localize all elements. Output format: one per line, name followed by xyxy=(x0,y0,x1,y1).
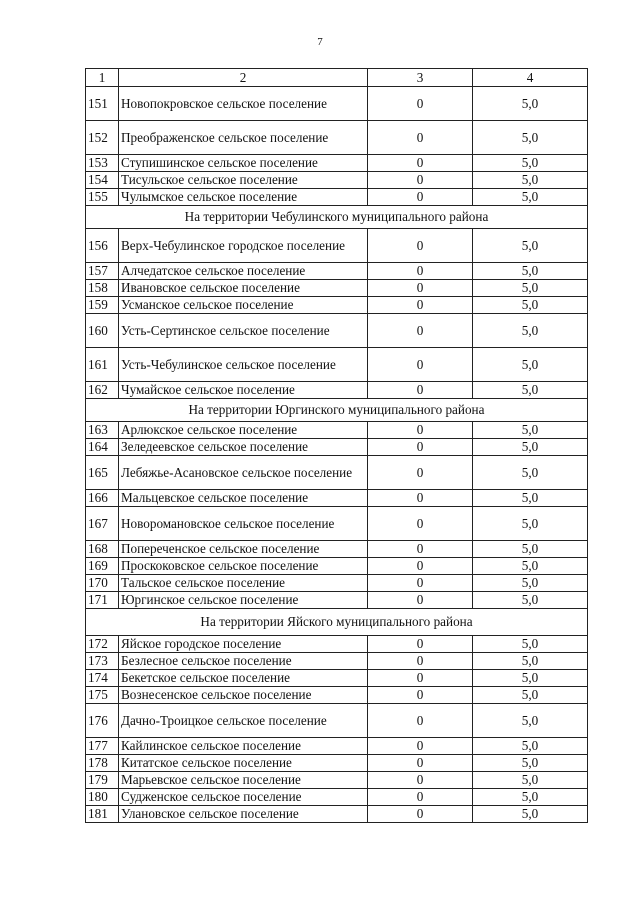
row-number: 160 xyxy=(86,314,119,348)
column-3-value: 0 xyxy=(368,155,473,172)
settlement-name: Дачно-Троицкое сельское поселение xyxy=(119,704,368,738)
table-row xyxy=(86,789,588,806)
column-3-value: 0 xyxy=(368,507,473,541)
settlement-name: Юргинское сельское поселение xyxy=(119,592,368,609)
table-row xyxy=(86,541,588,558)
section-title: На территории Юргинского муниципального района xyxy=(86,399,588,422)
column-4-value: 5,0 xyxy=(473,670,588,687)
column-4-value: 5,0 xyxy=(473,687,588,704)
column-4-value: 5,0 xyxy=(473,755,588,772)
column-3-value: 0 xyxy=(368,755,473,772)
column-4-value: 5,0 xyxy=(473,121,588,155)
table-row xyxy=(86,121,588,155)
column-4-value: 5,0 xyxy=(473,189,588,206)
table-row xyxy=(86,297,588,314)
settlement-name: Улановское сельское поселение xyxy=(119,806,368,823)
settlement-name: Новопокровское сельское поселение xyxy=(119,87,368,121)
column-3-value: 0 xyxy=(368,189,473,206)
column-3-value: 0 xyxy=(368,704,473,738)
table-row xyxy=(86,772,588,789)
column-4-value: 5,0 xyxy=(473,507,588,541)
settlement-name: Вознесенское сельское поселение xyxy=(119,687,368,704)
table-row xyxy=(86,263,588,280)
row-number: 178 xyxy=(86,755,119,772)
row-number: 158 xyxy=(86,280,119,297)
column-4-value: 5,0 xyxy=(473,314,588,348)
column-4-value: 5,0 xyxy=(473,155,588,172)
column-3-value: 0 xyxy=(368,382,473,399)
column-3-value: 0 xyxy=(368,456,473,490)
settlement-name: Ступишинское сельское поселение xyxy=(119,155,368,172)
column-4-value: 5,0 xyxy=(473,806,588,823)
table-row xyxy=(86,636,588,653)
row-number: 174 xyxy=(86,670,119,687)
section-title: На территории Яйского муниципального района xyxy=(86,609,588,636)
table-row xyxy=(86,575,588,592)
table-row xyxy=(86,280,588,297)
column-4-value: 5,0 xyxy=(473,738,588,755)
header-cell-col3: 3 xyxy=(368,69,473,87)
row-number: 156 xyxy=(86,229,119,263)
settlement-name: Судженское сельское поселение xyxy=(119,789,368,806)
table-row xyxy=(86,755,588,772)
column-3-value: 0 xyxy=(368,87,473,121)
settlement-name: Яйское городское поселение xyxy=(119,636,368,653)
settlement-name: Тальское сельское поселение xyxy=(119,575,368,592)
row-number: 171 xyxy=(86,592,119,609)
column-3-value: 0 xyxy=(368,263,473,280)
column-4-value: 5,0 xyxy=(473,229,588,263)
column-3-value: 0 xyxy=(368,422,473,439)
row-number: 151 xyxy=(86,87,119,121)
table-row xyxy=(86,653,588,670)
column-4-value: 5,0 xyxy=(473,439,588,456)
row-number: 170 xyxy=(86,575,119,592)
table-row xyxy=(86,348,588,382)
column-3-value: 0 xyxy=(368,297,473,314)
table-row xyxy=(86,172,588,189)
column-4-value: 5,0 xyxy=(473,490,588,507)
row-number: 179 xyxy=(86,772,119,789)
row-number: 168 xyxy=(86,541,119,558)
column-3-value: 0 xyxy=(368,772,473,789)
row-number: 161 xyxy=(86,348,119,382)
row-number: 175 xyxy=(86,687,119,704)
table-row xyxy=(86,422,588,439)
row-number: 177 xyxy=(86,738,119,755)
settlement-name: Лебяжье-Асановское сельское поселение xyxy=(119,456,368,490)
settlement-name: Усманское сельское поселение xyxy=(119,297,368,314)
section-header-row xyxy=(86,206,588,229)
table-row xyxy=(86,806,588,823)
column-4-value: 5,0 xyxy=(473,348,588,382)
settlement-name: Верх-Чебулинское городское поселение xyxy=(119,229,368,263)
column-3-value: 0 xyxy=(368,592,473,609)
row-number: 154 xyxy=(86,172,119,189)
table-row xyxy=(86,592,588,609)
settlement-name: Ивановское сельское поселение xyxy=(119,280,368,297)
table-row xyxy=(86,189,588,206)
row-number: 173 xyxy=(86,653,119,670)
settlement-name: Усть-Чебулинское сельское поселение xyxy=(119,348,368,382)
row-number: 167 xyxy=(86,507,119,541)
row-number: 176 xyxy=(86,704,119,738)
settlement-name: Усть-Сертинское сельское поселение xyxy=(119,314,368,348)
section-header-row xyxy=(86,609,588,636)
row-number: 166 xyxy=(86,490,119,507)
page-number: 7 xyxy=(317,36,323,48)
column-3-value: 0 xyxy=(368,653,473,670)
column-3-value: 0 xyxy=(368,541,473,558)
column-3-value: 0 xyxy=(368,636,473,653)
row-number: 172 xyxy=(86,636,119,653)
row-number: 180 xyxy=(86,789,119,806)
column-4-value: 5,0 xyxy=(473,575,588,592)
column-3-value: 0 xyxy=(368,280,473,297)
column-3-value: 0 xyxy=(368,806,473,823)
column-4-value: 5,0 xyxy=(473,772,588,789)
row-number: 157 xyxy=(86,263,119,280)
header-cell-name: 2 xyxy=(119,69,368,87)
column-3-value: 0 xyxy=(368,738,473,755)
settlement-name: Чумайское сельское поселение xyxy=(119,382,368,399)
column-3-value: 0 xyxy=(368,348,473,382)
table-header-row xyxy=(86,69,588,87)
table-row xyxy=(86,314,588,348)
table-row xyxy=(86,738,588,755)
row-number: 153 xyxy=(86,155,119,172)
settlement-name: Марьевское сельское поселение xyxy=(119,772,368,789)
column-4-value: 5,0 xyxy=(473,789,588,806)
row-number: 165 xyxy=(86,456,119,490)
table-row xyxy=(86,507,588,541)
row-number: 162 xyxy=(86,382,119,399)
column-4-value: 5,0 xyxy=(473,592,588,609)
row-number: 181 xyxy=(86,806,119,823)
column-3-value: 0 xyxy=(368,558,473,575)
column-3-value: 0 xyxy=(368,789,473,806)
table-row xyxy=(86,155,588,172)
column-4-value: 5,0 xyxy=(473,172,588,189)
settlement-name: Проскоковское сельское поселение xyxy=(119,558,368,575)
column-3-value: 0 xyxy=(368,575,473,592)
row-number: 169 xyxy=(86,558,119,575)
column-3-value: 0 xyxy=(368,490,473,507)
column-4-value: 5,0 xyxy=(473,280,588,297)
column-4-value: 5,0 xyxy=(473,422,588,439)
column-4-value: 5,0 xyxy=(473,636,588,653)
column-4-value: 5,0 xyxy=(473,456,588,490)
settlement-name: Алчедатское сельское поселение xyxy=(119,263,368,280)
column-4-value: 5,0 xyxy=(473,558,588,575)
table-row xyxy=(86,456,588,490)
column-4-value: 5,0 xyxy=(473,297,588,314)
column-4-value: 5,0 xyxy=(473,87,588,121)
table-row xyxy=(86,687,588,704)
column-3-value: 0 xyxy=(368,439,473,456)
settlement-name: Тисульское сельское поселение xyxy=(119,172,368,189)
header-cell-col4: 4 xyxy=(473,69,588,87)
settlement-name: Китатское сельское поселение xyxy=(119,755,368,772)
column-4-value: 5,0 xyxy=(473,263,588,280)
settlements-table xyxy=(85,68,588,823)
settlement-name: Новороманoвское сельское поселение xyxy=(119,507,368,541)
column-4-value: 5,0 xyxy=(473,653,588,670)
table-row xyxy=(86,704,588,738)
column-3-value: 0 xyxy=(368,670,473,687)
column-4-value: 5,0 xyxy=(473,382,588,399)
column-3-value: 0 xyxy=(368,229,473,263)
table-row xyxy=(86,229,588,263)
column-4-value: 5,0 xyxy=(473,541,588,558)
settlement-name: Чулымское сельское поселение xyxy=(119,189,368,206)
settlement-name: Арлюкское сельское поселение xyxy=(119,422,368,439)
header-cell-number: 1 xyxy=(86,69,119,87)
settlement-name: Бекетское сельское поселение xyxy=(119,670,368,687)
table-row xyxy=(86,382,588,399)
table-row xyxy=(86,439,588,456)
settlement-name: Безлесное сельское поселение xyxy=(119,653,368,670)
table-row xyxy=(86,490,588,507)
table-row xyxy=(86,87,588,121)
settlement-name: Зеледеевское сельское поселение xyxy=(119,439,368,456)
row-number: 152 xyxy=(86,121,119,155)
column-4-value: 5,0 xyxy=(473,704,588,738)
section-title: На территории Чебулинского муниципального района xyxy=(86,206,588,229)
row-number: 163 xyxy=(86,422,119,439)
column-3-value: 0 xyxy=(368,172,473,189)
settlement-name: Кайлинское сельское поселение xyxy=(119,738,368,755)
table-body xyxy=(86,69,588,823)
settlement-name: Поперечeнское сельское поселение xyxy=(119,541,368,558)
column-3-value: 0 xyxy=(368,121,473,155)
settlement-name: Преображенское сельское поселение xyxy=(119,121,368,155)
table-row xyxy=(86,558,588,575)
row-number: 155 xyxy=(86,189,119,206)
column-3-value: 0 xyxy=(368,687,473,704)
table-row xyxy=(86,670,588,687)
section-header-row xyxy=(86,399,588,422)
row-number: 164 xyxy=(86,439,119,456)
settlement-name: Мальцевское сельское поселение xyxy=(119,490,368,507)
column-3-value: 0 xyxy=(368,314,473,348)
row-number: 159 xyxy=(86,297,119,314)
